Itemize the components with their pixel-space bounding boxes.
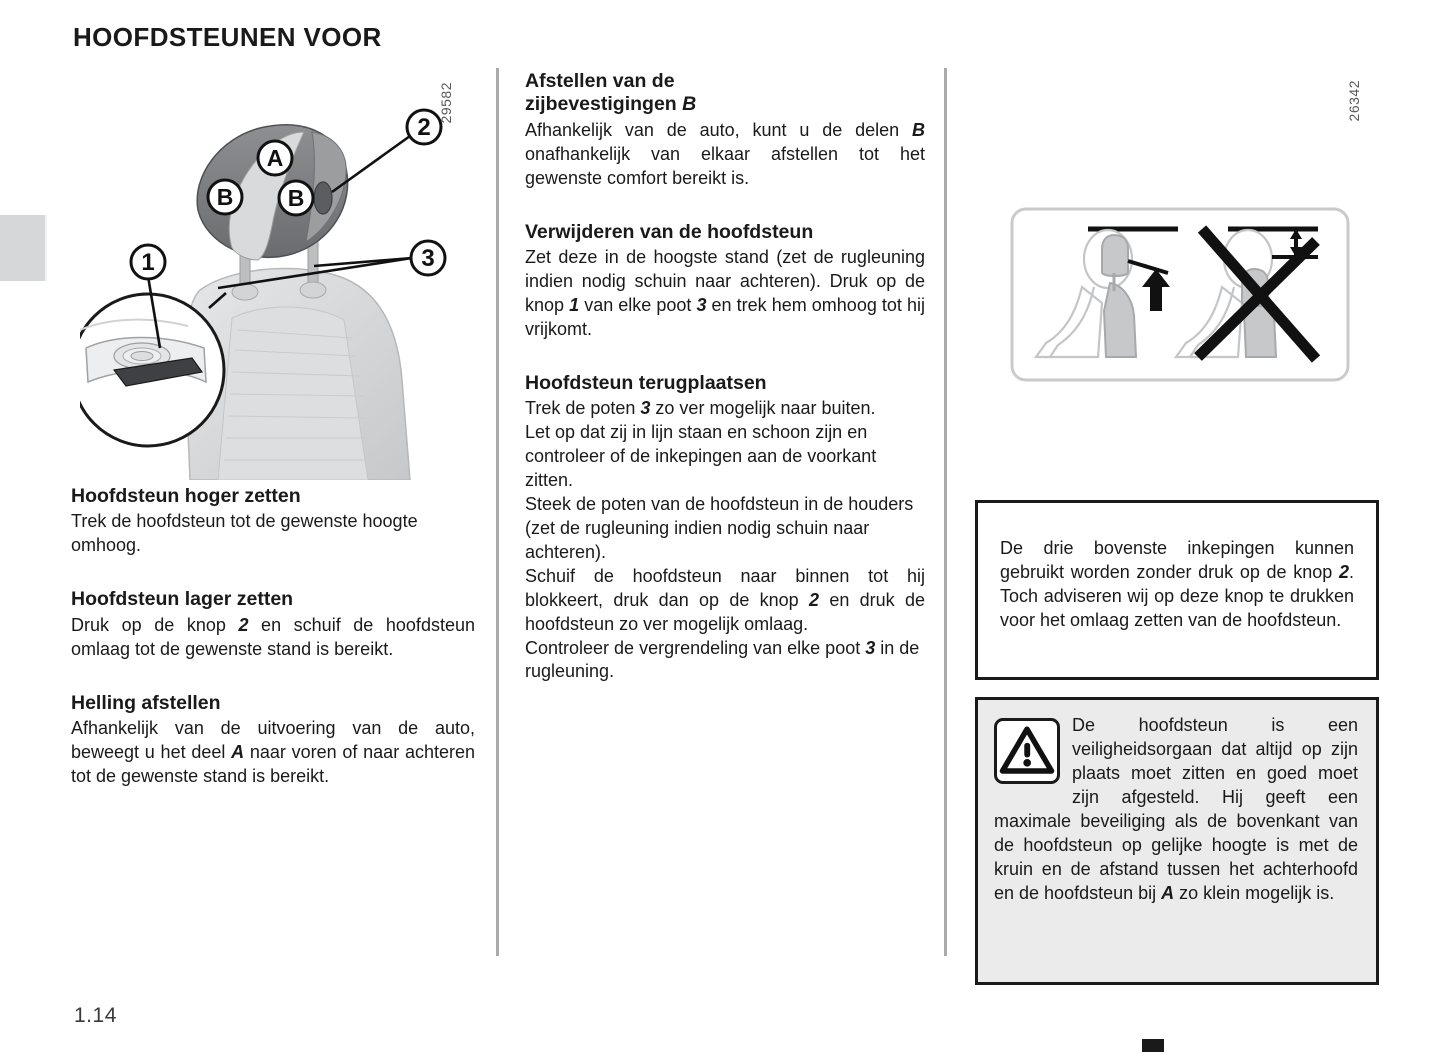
section-paragraph-3: Steek de poten van de hoofdsteun in de houders (zet de rugleuning indien nodig schuin naar achteren). [525, 493, 914, 562]
text-pre: De drie bovenste inkepingen kunnen gebruikt worden zonder druk op de knop [1000, 538, 1354, 582]
warning-triangle-icon [994, 718, 1060, 784]
section-heading: Helling afstellen [71, 691, 221, 714]
page-number: 1.14 [74, 1004, 117, 1027]
headrest-illustration [80, 80, 480, 480]
text-b: van elke poot [579, 294, 697, 315]
svg-text:B: B [216, 184, 234, 210]
text-post: in de rugleuning. [525, 637, 920, 682]
section-body [71, 614, 475, 662]
section-body [71, 717, 475, 789]
text-pre: Afhankelijk van de uitvoering van de auto, beweegt u het deel [71, 717, 475, 762]
section-heading: Hoofdsteun lager zetten [71, 588, 294, 611]
headrest-position-illustration [1010, 207, 1350, 382]
text-post: en schuif de hoofdsteun omlaag tot de gewenste stand is bereikt. [71, 614, 475, 659]
section-side-supports [525, 70, 925, 191]
column-divider-left [496, 68, 499, 956]
section-paragraph-5 [525, 637, 925, 685]
ref-marker: 2 [238, 614, 249, 635]
text-pre: Afhankelijk van de auto, kunt u de delen [525, 119, 912, 140]
ref-marker: B [912, 119, 925, 140]
callout-3 [411, 241, 445, 275]
section-heading: Verwijderen van de hoofdsteun [525, 220, 814, 243]
section-raise-headrest [71, 485, 475, 558]
note-box-warning [975, 697, 1379, 985]
text-post: zo ver mogelijk naar buiten. [650, 398, 876, 419]
section-heading: Hoofdsteun hoger zetten [71, 485, 301, 507]
section-paragraph-4 [525, 565, 925, 637]
section-body: Trek de hoofdsteun tot de gewenste hoogte omhoog. [71, 511, 418, 556]
note-text [1000, 537, 1354, 633]
callout-B-left [208, 180, 242, 214]
middle-column [525, 70, 925, 714]
text-pre: Schuif de hoofdsteun naar binnen tot hij blokkeert, druk dan op de knop [525, 565, 925, 610]
text-post: naar voren of naar achteren tot de gewenste stand is bereikt. [71, 741, 475, 786]
ref-marker: 3 [696, 294, 707, 315]
ref-marker: 2 [809, 589, 820, 610]
section-body [525, 119, 925, 191]
text-post: onafhankelijk van elkaar afstellen tot het gewenste comfort bereikt is. [525, 143, 925, 188]
section-body [525, 246, 925, 342]
callout-1 [131, 245, 165, 279]
svg-text:B: B [287, 185, 305, 211]
svg-text:1: 1 [141, 249, 155, 276]
text-pre: De hoofdsteun is een veiligheidsorgaan dat altijd op zijn plaats moet zitten en goed moet zijn afgesteld. Hij geeft een maximale beveiliging als de bovenkant van de hoofdsteun op gelijke hoogte is met de kruin en de afstand tussen het achterhoofd en de hoofdsteun bij [994, 715, 1358, 903]
text-c: en trek hem omhoog tot hij vrijkomt. [525, 294, 925, 339]
section-heading [525, 70, 925, 117]
ref-marker: A [1161, 882, 1175, 903]
ref-marker: A [231, 741, 245, 762]
text-post: zo klein mogelijk is. [1174, 882, 1335, 903]
ref-marker: 3 [865, 637, 876, 658]
text-post: en druk de hoofdsteun zo ver mogelijk omlaag. [525, 589, 926, 634]
heading-line-2: zijbevestigingen [525, 93, 683, 116]
registration-mark [1140, 1037, 1166, 1054]
ref-marker: 2 [1338, 561, 1349, 582]
heading-line-1: Afstellen van de [525, 70, 675, 92]
detail-magnifier-circle [80, 294, 224, 446]
callout-B-right [279, 181, 313, 215]
chapter-edge-tab [0, 215, 47, 281]
page-title: HOOFDSTEUNEN VOOR [73, 22, 382, 52]
figure-id-right: 26342 [1346, 80, 1362, 122]
section-paragraph-1 [525, 397, 925, 421]
section-tilt-adjust [71, 692, 475, 789]
section-heading: Hoofdsteun terugplaatsen [525, 371, 767, 394]
note-box-notches [975, 500, 1379, 680]
text-a: Zet deze in de hoogste stand (zet de rugleuning indien nodig schuin naar achteren). Druk op de knop [525, 246, 925, 315]
text-pre: Controleer de vergrendeling van elke poot [525, 637, 866, 658]
svg-text:3: 3 [421, 245, 435, 272]
text-pre: Druk op de knop [71, 614, 239, 635]
section-paragraph-2: Let op dat zij in lijn staan en schoon zijn en controleer of de inkepingen aan de voorkant zitten. [525, 422, 877, 490]
svg-text:A: A [266, 145, 284, 171]
callout-A [258, 141, 292, 175]
ref-marker: B [682, 93, 697, 116]
section-refit-headrest [525, 372, 925, 685]
callout-2 [407, 110, 441, 144]
column-divider-right [944, 68, 947, 956]
ref-marker: 1 [569, 294, 580, 315]
figure-id-left: 29582 [438, 82, 454, 124]
section-remove-headrest [525, 221, 925, 342]
ref-marker: 3 [640, 398, 651, 419]
text-pre: Trek de poten [525, 398, 641, 419]
text-post: . Toch adviseren wij op deze knop te drukken voor het omlaag zetten van de hoofdsteun. [1000, 561, 1354, 630]
svg-text:2: 2 [417, 114, 431, 141]
section-lower-headrest [71, 588, 475, 661]
